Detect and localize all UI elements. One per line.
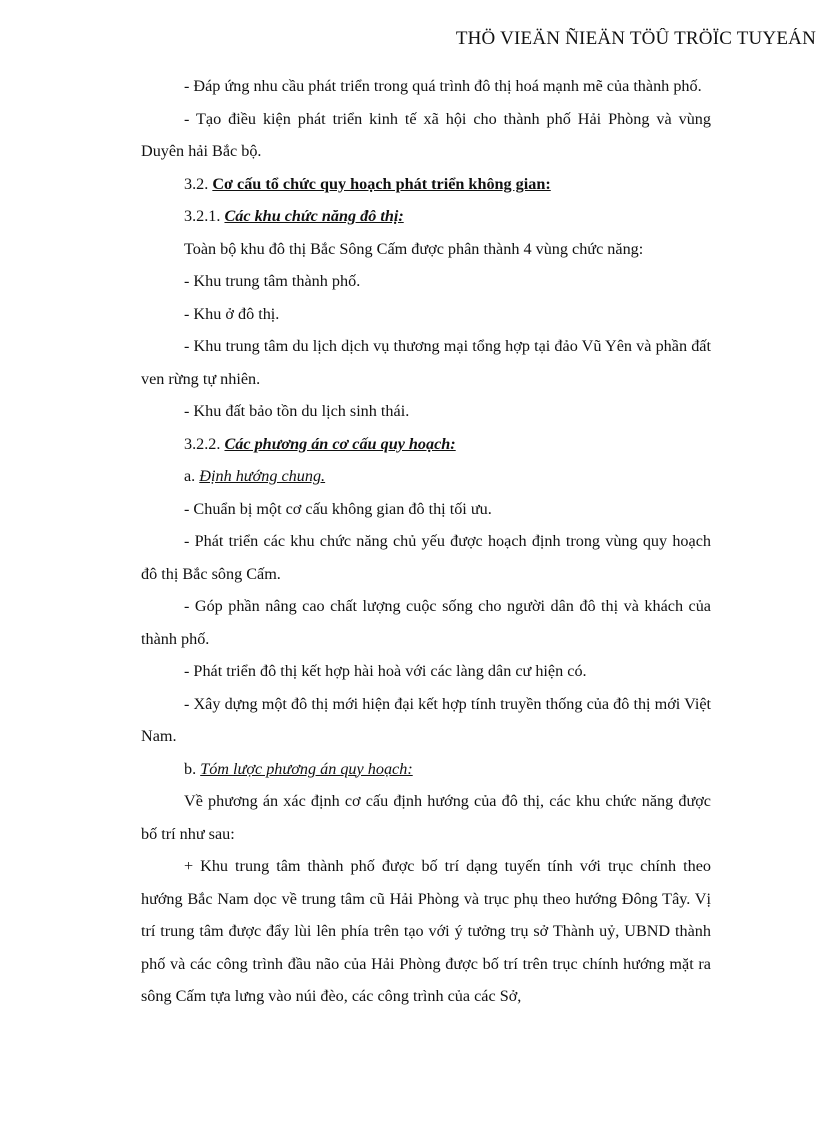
list-item: - Khu đất bảo tồn du lịch sinh thái. bbox=[184, 402, 410, 420]
list-item: - Chuẩn bị một cơ cấu không gian đô thị tối ưu. bbox=[184, 499, 492, 518]
subsection-title: Định hướng chung. bbox=[199, 467, 326, 485]
list-item: - Khu trung tâm du lịch dịch vụ thương mại tổng hợp tại đảo Vũ Yên và phần đất ven rừng tự nhiên. bbox=[141, 337, 711, 388]
subsection-title: Tóm lược phương án quy hoạch: bbox=[200, 759, 413, 778]
list-item: - Góp phần nâng cao chất lượng cuộc sống cho người dân đô thị và khách của thành phố. bbox=[141, 597, 711, 648]
section-number: 3.2. bbox=[184, 174, 213, 193]
body-paragraph: + Khu trung tâm thành phố được bố trí dạng tuyến tính với trục chính theo hướng Bắc Nam dọc về trung tâm cũ Hải Phòng và trục phụ theo hướng Đông Tây. Vị trí trung tâm được đẩy lùi lên phía trên tạo với ý tưởng trụ sở Thành uỷ, UBND thành phố và các công trình đầu não của Hải Phòng được bố trí trên trục chính hướng mặt ra sông Cấm tựa lưng vào núi đèo, các công trình của các Sở, bbox=[141, 857, 711, 1005]
body-paragraph: Về phương án xác định cơ cấu định hướng của đô thị, các khu chức năng được bố trí như sau: bbox=[141, 792, 711, 843]
body-paragraph: Toàn bộ khu đô thị Bắc Sông Cấm được phân thành 4 vùng chức năng: bbox=[184, 239, 644, 258]
section-title: Cơ cấu tổ chức quy hoạch phát triển không gian: bbox=[212, 174, 551, 193]
subsection-heading-a bbox=[141, 460, 711, 493]
body-paragraph: - Đáp ứng nhu cầu phát triển trong quá trình đô thị hoá mạnh mẽ của thành phố. bbox=[184, 77, 702, 95]
section-number: 3.2.2. bbox=[184, 434, 225, 453]
page-header: THÖ VIEÄN ÑIEÄN TÖÛ TRÖÏC TUYEÁN bbox=[455, 28, 816, 49]
section-heading-3-2 bbox=[141, 168, 711, 201]
section-title: Các khu chức năng đô thị: bbox=[224, 207, 404, 225]
document-body bbox=[141, 70, 711, 1013]
list-item: - Khu trung tâm thành phố. bbox=[184, 272, 361, 290]
list-item: - Phát triển các khu chức năng chủ yếu được hoạch định trong vùng quy hoạch đô thị Bắc sông Cấm. bbox=[141, 532, 711, 583]
section-number: 3.2.1. bbox=[184, 207, 225, 225]
subsection-letter: b. bbox=[184, 759, 201, 778]
subsection-letter: a. bbox=[184, 467, 200, 485]
list-item: - Khu ở đô thị. bbox=[184, 304, 280, 323]
list-item: - Xây dựng một đô thị mới hiện đại kết hợp tính truyền thống của đô thị mới Việt Nam. bbox=[141, 694, 711, 745]
section-heading-3-2-1 bbox=[141, 200, 711, 233]
body-paragraph: - Tạo điều kiện phát triển kinh tế xã hội cho thành phố Hải Phòng và vùng Duyên hải Bắc bộ. bbox=[141, 109, 711, 160]
subsection-heading-b bbox=[141, 753, 711, 786]
section-heading-3-2-2 bbox=[141, 428, 711, 461]
list-item: - Phát triển đô thị kết hợp hài hoà với các làng dân cư hiện có. bbox=[184, 662, 587, 680]
section-title: Các phương án cơ cấu quy hoạch: bbox=[224, 434, 456, 453]
